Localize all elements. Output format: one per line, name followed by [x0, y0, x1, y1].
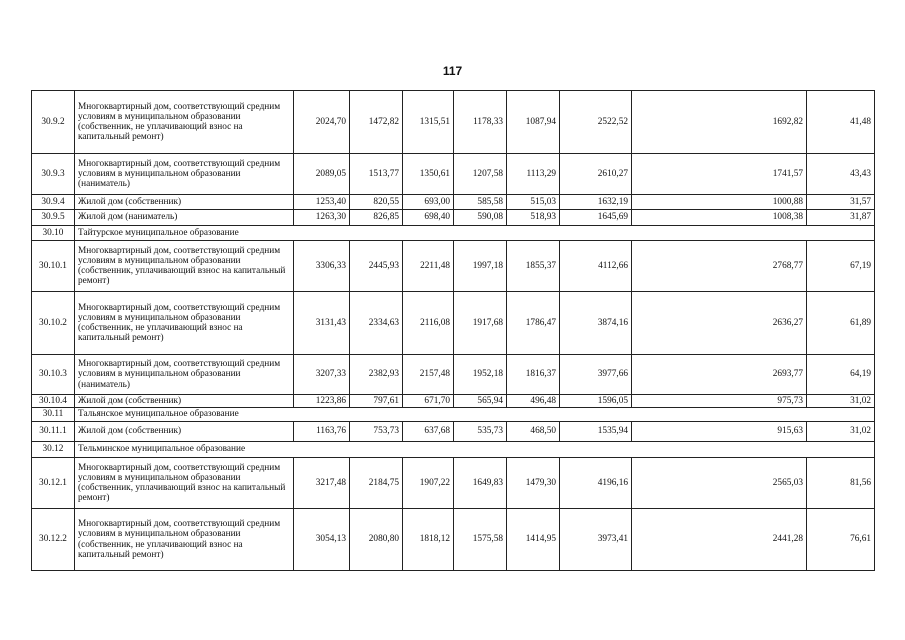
value-cell: 3131,43	[294, 292, 350, 355]
table-row	[32, 355, 875, 395]
value-cell: 1596,05	[560, 395, 632, 408]
row-description: Многоквартирный дом, соответствующий средним условиям в муниципальном образовании (наниматель)	[75, 355, 294, 395]
value-cell: 4112,66	[560, 241, 632, 292]
table-row	[32, 91, 875, 154]
value-cell: 67,19	[807, 241, 875, 292]
value-cell: 1645,69	[560, 210, 632, 226]
row-description: Многоквартирный дом, соответствующий средним условиям в муниципальном образовании (наниматель)	[75, 154, 294, 195]
table-row	[32, 509, 875, 571]
row-code: 30.10	[32, 226, 75, 241]
value-cell: 468,50	[507, 422, 560, 442]
value-cell: 2693,77	[632, 355, 807, 395]
page-number: 117	[442, 64, 463, 78]
table-row	[32, 458, 875, 509]
value-cell: 826,85	[350, 210, 403, 226]
value-cell: 2116,08	[403, 292, 454, 355]
value-cell: 1414,95	[507, 509, 560, 571]
value-cell: 43,43	[807, 154, 875, 195]
value-cell: 64,19	[807, 355, 875, 395]
table-row	[32, 422, 875, 442]
value-cell: 3207,33	[294, 355, 350, 395]
value-cell: 518,93	[507, 210, 560, 226]
value-cell: 1952,18	[454, 355, 507, 395]
value-cell: 637,68	[403, 422, 454, 442]
value-cell: 1907,22	[403, 458, 454, 509]
value-cell: 1113,29	[507, 154, 560, 195]
value-cell: 2157,48	[403, 355, 454, 395]
row-code: 30.11.1	[32, 422, 75, 442]
value-cell: 590,08	[454, 210, 507, 226]
table-row	[32, 154, 875, 195]
value-cell: 2382,93	[350, 355, 403, 395]
value-cell: 1692,82	[632, 91, 807, 154]
row-description: Многоквартирный дом, соответствующий средним условиям в муниципальном образовании (собственник, не уплачивающий взнос на капитальный ремонт)	[75, 292, 294, 355]
row-code: 30.10.2	[32, 292, 75, 355]
value-cell: 1917,68	[454, 292, 507, 355]
value-cell: 515,03	[507, 195, 560, 210]
value-cell: 1253,40	[294, 195, 350, 210]
row-code: 30.9.5	[32, 210, 75, 226]
tariff-table	[31, 90, 875, 571]
row-code: 30.9.4	[32, 195, 75, 210]
value-cell: 565,94	[454, 395, 507, 408]
row-description: Жилой дом (наниматель)	[75, 210, 294, 226]
value-cell: 2441,28	[632, 509, 807, 571]
row-description: Многоквартирный дом, соответствующий средним условиям в муниципальном образовании (собственник, не уплачивающий взнос на капитальный ремонт)	[75, 91, 294, 154]
value-cell: 1513,77	[350, 154, 403, 195]
table-row	[32, 195, 875, 210]
value-cell: 753,73	[350, 422, 403, 442]
value-cell: 1223,86	[294, 395, 350, 408]
value-cell: 797,61	[350, 395, 403, 408]
value-cell: 1178,33	[454, 91, 507, 154]
row-description: Многоквартирный дом, соответствующий средним условиям в муниципальном образовании (собственник, уплачивающий взнос на капитальный ремонт)	[75, 458, 294, 509]
value-cell: 3977,66	[560, 355, 632, 395]
value-cell: 1997,18	[454, 241, 507, 292]
value-cell: 3874,16	[560, 292, 632, 355]
value-cell: 1000,88	[632, 195, 807, 210]
value-cell: 915,63	[632, 422, 807, 442]
value-cell: 2636,27	[632, 292, 807, 355]
value-cell: 31,02	[807, 422, 875, 442]
value-cell: 698,40	[403, 210, 454, 226]
value-cell: 3054,13	[294, 509, 350, 571]
value-cell: 1855,37	[507, 241, 560, 292]
value-cell: 2080,80	[350, 509, 403, 571]
value-cell: 1816,37	[507, 355, 560, 395]
value-cell: 1315,51	[403, 91, 454, 154]
value-cell: 820,55	[350, 195, 403, 210]
value-cell: 1087,94	[507, 91, 560, 154]
value-cell: 2445,93	[350, 241, 403, 292]
value-cell: 1575,58	[454, 509, 507, 571]
value-cell: 975,73	[632, 395, 807, 408]
value-cell: 1207,58	[454, 154, 507, 195]
value-cell: 4196,16	[560, 458, 632, 509]
value-cell: 1818,12	[403, 509, 454, 571]
value-cell: 2610,27	[560, 154, 632, 195]
value-cell: 2768,77	[632, 241, 807, 292]
value-cell: 2024,70	[294, 91, 350, 154]
value-cell: 1479,30	[507, 458, 560, 509]
row-code: 30.10.3	[32, 355, 75, 395]
table-row	[32, 395, 875, 408]
row-code: 30.9.2	[32, 91, 75, 154]
value-cell: 81,56	[807, 458, 875, 509]
table-row	[32, 241, 875, 292]
value-cell: 3306,33	[294, 241, 350, 292]
value-cell: 31,02	[807, 395, 875, 408]
row-description: Жилой дом (собственник)	[75, 195, 294, 210]
value-cell: 2089,05	[294, 154, 350, 195]
value-cell: 1008,38	[632, 210, 807, 226]
value-cell: 1649,83	[454, 458, 507, 509]
row-code: 30.12.1	[32, 458, 75, 509]
row-code: 30.12.2	[32, 509, 75, 571]
section-row	[32, 226, 875, 241]
value-cell: 2522,52	[560, 91, 632, 154]
value-cell: 2211,48	[403, 241, 454, 292]
row-code: 30.12	[32, 442, 75, 458]
value-cell: 1632,19	[560, 195, 632, 210]
value-cell: 76,61	[807, 509, 875, 571]
value-cell: 2184,75	[350, 458, 403, 509]
value-cell: 496,48	[507, 395, 560, 408]
value-cell: 1741,57	[632, 154, 807, 195]
value-cell: 1263,30	[294, 210, 350, 226]
value-cell: 535,73	[454, 422, 507, 442]
value-cell: 1472,82	[350, 91, 403, 154]
value-cell: 3973,41	[560, 509, 632, 571]
table-row	[32, 210, 875, 226]
section-title: Тальянское муниципальное образование	[75, 408, 875, 422]
row-code: 30.11	[32, 408, 75, 422]
row-description: Жилой дом (собственник)	[75, 422, 294, 442]
value-cell: 3217,48	[294, 458, 350, 509]
value-cell: 585,58	[454, 195, 507, 210]
value-cell: 693,00	[403, 195, 454, 210]
table-row	[32, 292, 875, 355]
section-title: Тайтурское муниципальное образование	[75, 226, 875, 241]
row-description: Многоквартирный дом, соответствующий средним условиям в муниципальном образовании (собственник, уплачивающий взнос на капитальный ремонт)	[75, 241, 294, 292]
row-description: Жилой дом (собственник)	[75, 395, 294, 408]
value-cell: 2565,03	[632, 458, 807, 509]
value-cell: 1350,61	[403, 154, 454, 195]
value-cell: 41,48	[807, 91, 875, 154]
row-code: 30.9.3	[32, 154, 75, 195]
table-body	[32, 91, 875, 571]
value-cell: 1163,76	[294, 422, 350, 442]
row-code: 30.10.1	[32, 241, 75, 292]
value-cell: 1535,94	[560, 422, 632, 442]
value-cell: 31,57	[807, 195, 875, 210]
value-cell: 2334,63	[350, 292, 403, 355]
row-description: Многоквартирный дом, соответствующий средним условиям в муниципальном образовании (собственник, не уплачивающий взнос на капитальный ремонт)	[75, 509, 294, 571]
row-code: 30.10.4	[32, 395, 75, 408]
section-title: Тельминское муниципальное образование	[75, 442, 875, 458]
value-cell: 61,89	[807, 292, 875, 355]
value-cell: 31,87	[807, 210, 875, 226]
value-cell: 671,70	[403, 395, 454, 408]
section-row	[32, 442, 875, 458]
value-cell: 1786,47	[507, 292, 560, 355]
section-row	[32, 408, 875, 422]
